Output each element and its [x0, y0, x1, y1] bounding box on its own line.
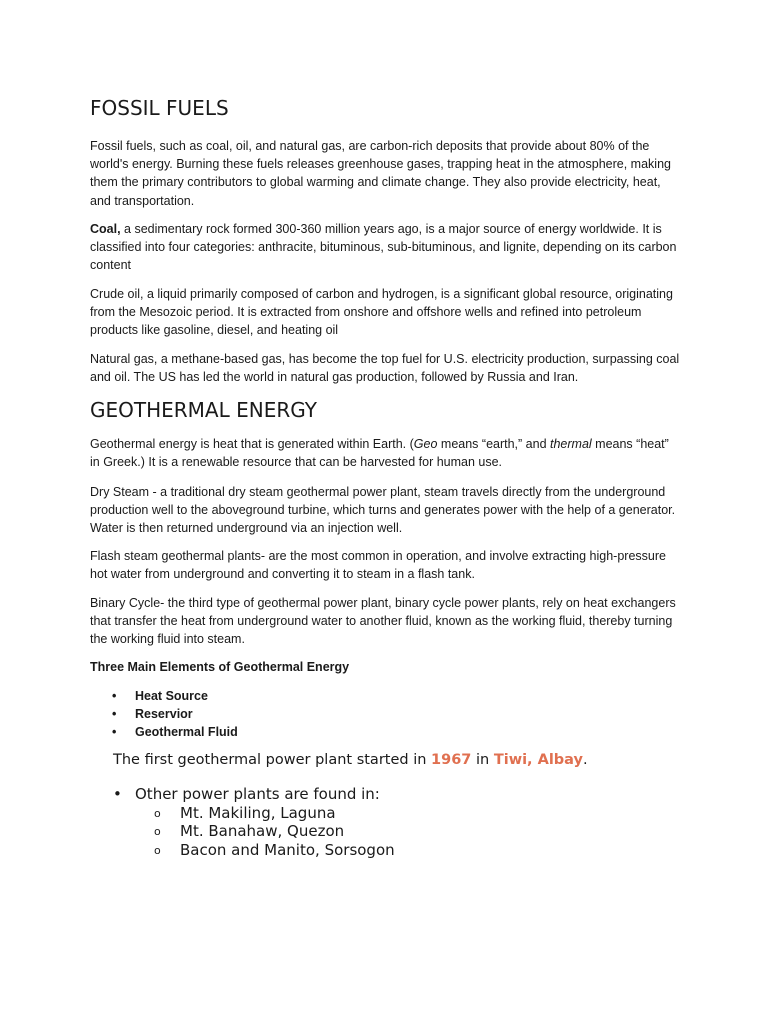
bullet-icon: •	[113, 785, 122, 803]
dry-steam-text: - a traditional dry steam geothermal power plant, steam travels directly from the underground production well to the aboveground turbine, which turns and generates power with the help of a generator. Water is then returned underground via an injection well.	[90, 485, 676, 536]
flash-steam-paragraph: Flash steam geothermal plants- are the most common in operation, and involve extracting high-pressure hot water from underground and converting it to steam in a flash tank.	[90, 549, 666, 582]
dry-steam-label: Dry Steam	[90, 485, 150, 499]
list-item	[113, 841, 395, 860]
element-reservior: Reservior	[135, 707, 193, 721]
other-plants-label: Other power plants are found in:	[135, 785, 380, 803]
circle-bullet-icon: o	[154, 825, 161, 838]
first-plant-text-1: The first geothermal power plant started in	[113, 752, 432, 768]
list-item	[113, 822, 395, 841]
dry-steam-paragraph	[90, 483, 680, 538]
bullet-icon: •	[112, 725, 117, 739]
element-geothermal-fluid: Geothermal Fluid	[135, 725, 238, 739]
elements-list	[90, 687, 238, 741]
plant-location: Mt. Makiling, Laguna	[180, 803, 336, 822]
other-plants-list	[113, 785, 395, 859]
plant-location: Mt. Banahaw, Quezon	[180, 822, 345, 840]
bullet-icon: •	[112, 689, 117, 703]
element-heat-source: Heat Source	[135, 689, 208, 703]
geothermal-intro-part-1: Geothermal energy is heat that is generated within Earth. (	[90, 437, 414, 451]
geothermal-intro-part-2: means “earth,” and	[437, 437, 550, 451]
fossil-fuels-heading: FOSSIL FUELS	[90, 96, 229, 120]
list-item	[90, 723, 238, 741]
first-plant-sentence	[113, 750, 588, 770]
geothermal-heading: GEOTHERMAL ENERGY	[90, 398, 317, 422]
geothermal-intro-paragraph	[90, 435, 680, 471]
natural-gas-paragraph: Natural gas, a methane-based gas, has become the top fuel for U.S. electricity production, surpassing coal and oil. The US has led the world in natural gas production, followed by Russia and Iran.	[90, 352, 680, 385]
geo-word: Geo	[413, 437, 438, 451]
list-item	[90, 687, 238, 705]
geothermal-intro-part-3: means “heat” in Greek.) It is a renewable resource that can be harvested for human use.	[90, 437, 669, 470]
circle-bullet-icon: o	[154, 806, 161, 820]
list-item	[90, 705, 238, 723]
list-item	[113, 785, 395, 859]
circle-bullet-icon: o	[154, 843, 161, 857]
binary-cycle-text: - the third type of geothermal power plant, binary cycle power plants, rely on heat exchangers that transfer the heat from underground water to another fluid, known as the working fluid, thereby turning the working fluid into steam.	[90, 596, 676, 647]
binary-cycle-paragraph	[90, 594, 680, 649]
bullet-icon: •	[112, 707, 117, 721]
coal-paragraph	[90, 220, 680, 275]
list-item	[113, 804, 395, 823]
first-plant-text-2: in	[471, 752, 494, 768]
first-plant-year: 1967	[431, 752, 472, 768]
first-plant-text-3: .	[582, 752, 588, 768]
coal-text: a sedimentary rock formed 300-360 million years ago, is a major source of energy worldwide. It is classified into four categories: anthracite, bituminous, sub-bituminous, and lignite, depending on its carbon content	[90, 222, 677, 273]
other-plants-sublist	[135, 804, 395, 860]
thermal-word: thermal	[550, 437, 592, 451]
coal-label: Coal,	[90, 222, 121, 236]
elements-heading: Three Main Elements of Geothermal Energy	[90, 660, 350, 674]
binary-cycle-label: Binary Cycle	[90, 596, 161, 610]
plant-location: Bacon and Manito, Sorsogon	[180, 840, 395, 859]
fossil-intro-paragraph: Fossil fuels, such as coal, oil, and natural gas, are carbon-rich deposits that provide about 80% of the world's energy. Burning these fuels releases greenhouse gases, trapping heat in the atmosphere, making them the primary contributors to global warming and climate change. They also provide electricity, heat, and transportation.	[90, 139, 671, 208]
crude-oil-paragraph: Crude oil, a liquid primarily composed of carbon and hydrogen, is a significant global resource, originating from the Mesozoic period. It is extracted from onshore and offshore wells and refined into petroleum products like gasoline, diesel, and heating oil	[90, 287, 673, 338]
first-plant-place: Tiwi, Albay	[493, 752, 583, 768]
